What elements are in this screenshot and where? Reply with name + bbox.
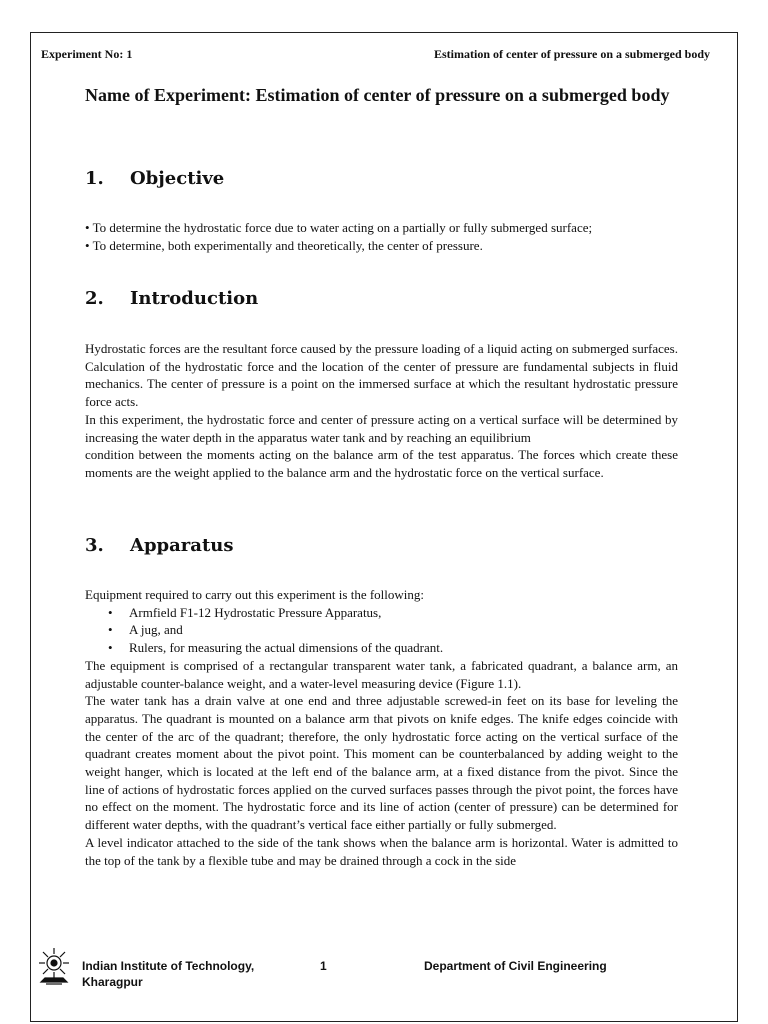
section-title: Objective xyxy=(130,168,225,189)
section-heading-objective xyxy=(85,168,224,189)
paragraph: The equipment is comprised of a rectangular transparent water tank, a fabricated quadrant, a balance arm, an adjustable counter-balance weight, and a water-level measuring device (Figure 1.1). xyxy=(85,657,678,691)
apparatus-text xyxy=(85,586,678,869)
running-title: Estimation of center of pressure on a submerged body xyxy=(434,47,710,61)
footer-department: Department of Civil Engineering xyxy=(424,959,607,973)
section-title: Introduction xyxy=(130,288,259,309)
section-number: 2. xyxy=(85,288,104,309)
paragraph: condition between the moments acting on the balance arm of the test apparatus. The forces which create these moments are the weight applied to the balance arm and the hydrostatic force on the vertical surface. xyxy=(85,447,678,480)
paragraph: In this experiment, the hydrostatic force and center of pressure acting on a vertical surface will be determined by increasing the water depth in the apparatus water tank and by reaching an equilibrium xyxy=(85,411,678,445)
equipment-list xyxy=(85,604,678,657)
paragraph: Equipment required to carry out this experiment is the following: xyxy=(85,587,425,602)
footer-institute xyxy=(82,958,254,990)
institute-line: Indian Institute of Technology, xyxy=(82,959,255,973)
institute-line: Kharagpur xyxy=(82,975,143,989)
list-item: • Armfield F1-12 Hydrostatic Pressure Apparatus, xyxy=(129,604,678,622)
page-number: 1 xyxy=(320,959,327,973)
section-number: 1. xyxy=(85,168,104,189)
list-item: • A jug, and xyxy=(129,621,678,639)
objective-item: • To determine the hydrostatic force due to water acting on a partially or fully submerged surface; xyxy=(85,220,593,235)
section-heading-apparatus xyxy=(85,535,233,556)
list-item: • Rulers, for measuring the actual dimensions of the quadrant. xyxy=(129,639,678,657)
experiment-title: Name of Experiment: Estimation of center of pressure on a submerged body xyxy=(85,85,670,105)
paragraph: The water tank has a drain valve at one end and three adjustable screwed-in feet on its base for leveling the apparatus. The quadrant is mounted on a balance arm that pivots on knife edges. The knife edges coincide with the center of the arc of the quadrant; therefore, the only hydrostatic force acting on the vertical surface of the quadrant creates moment about the pivot point. This moment can be counterbalanced by adding weight to the weight hanger, which is located at the left end of the balance arm, at a fixed distance from the pivot. Since the line of actions of hydrostatic forces applied on the curved surfaces passes through the pivot point, the forces have no effect on the moment. The hydrostatic force and its line of action (center of pressure) can be determined for different water depths, with the quadrant’s vertical face either partially or fully submerged. xyxy=(85,693,678,833)
paragraph: A level indicator attached to the side of the tank shows when the balance arm is horizontal. Water is admitted to the top of the tank by a flexible tube and may be drained through a cock in the side xyxy=(85,834,678,868)
iit-kharagpur-emblem-icon xyxy=(35,946,73,986)
section-number: 3. xyxy=(85,535,104,556)
experiment-number: Experiment No: 1 xyxy=(41,47,133,61)
introduction-text xyxy=(85,340,678,482)
objective-item: • To determine, both experimentally and theoretically, the center of pressure. xyxy=(85,237,483,253)
section-heading-introduction xyxy=(85,288,258,309)
paragraph: Hydrostatic forces are the resultant force caused by the pressure loading of a liquid acting on submerged surfaces. Calculation of the hydrostatic force and the location of the center of pressure are fundamental subjects in fluid mechanics. The center of pressure is a point on the immersed surface at which the resultant hydrostatic pressure force acts. xyxy=(85,341,678,410)
section-title: Apparatus xyxy=(130,535,234,556)
objective-text xyxy=(85,219,645,254)
